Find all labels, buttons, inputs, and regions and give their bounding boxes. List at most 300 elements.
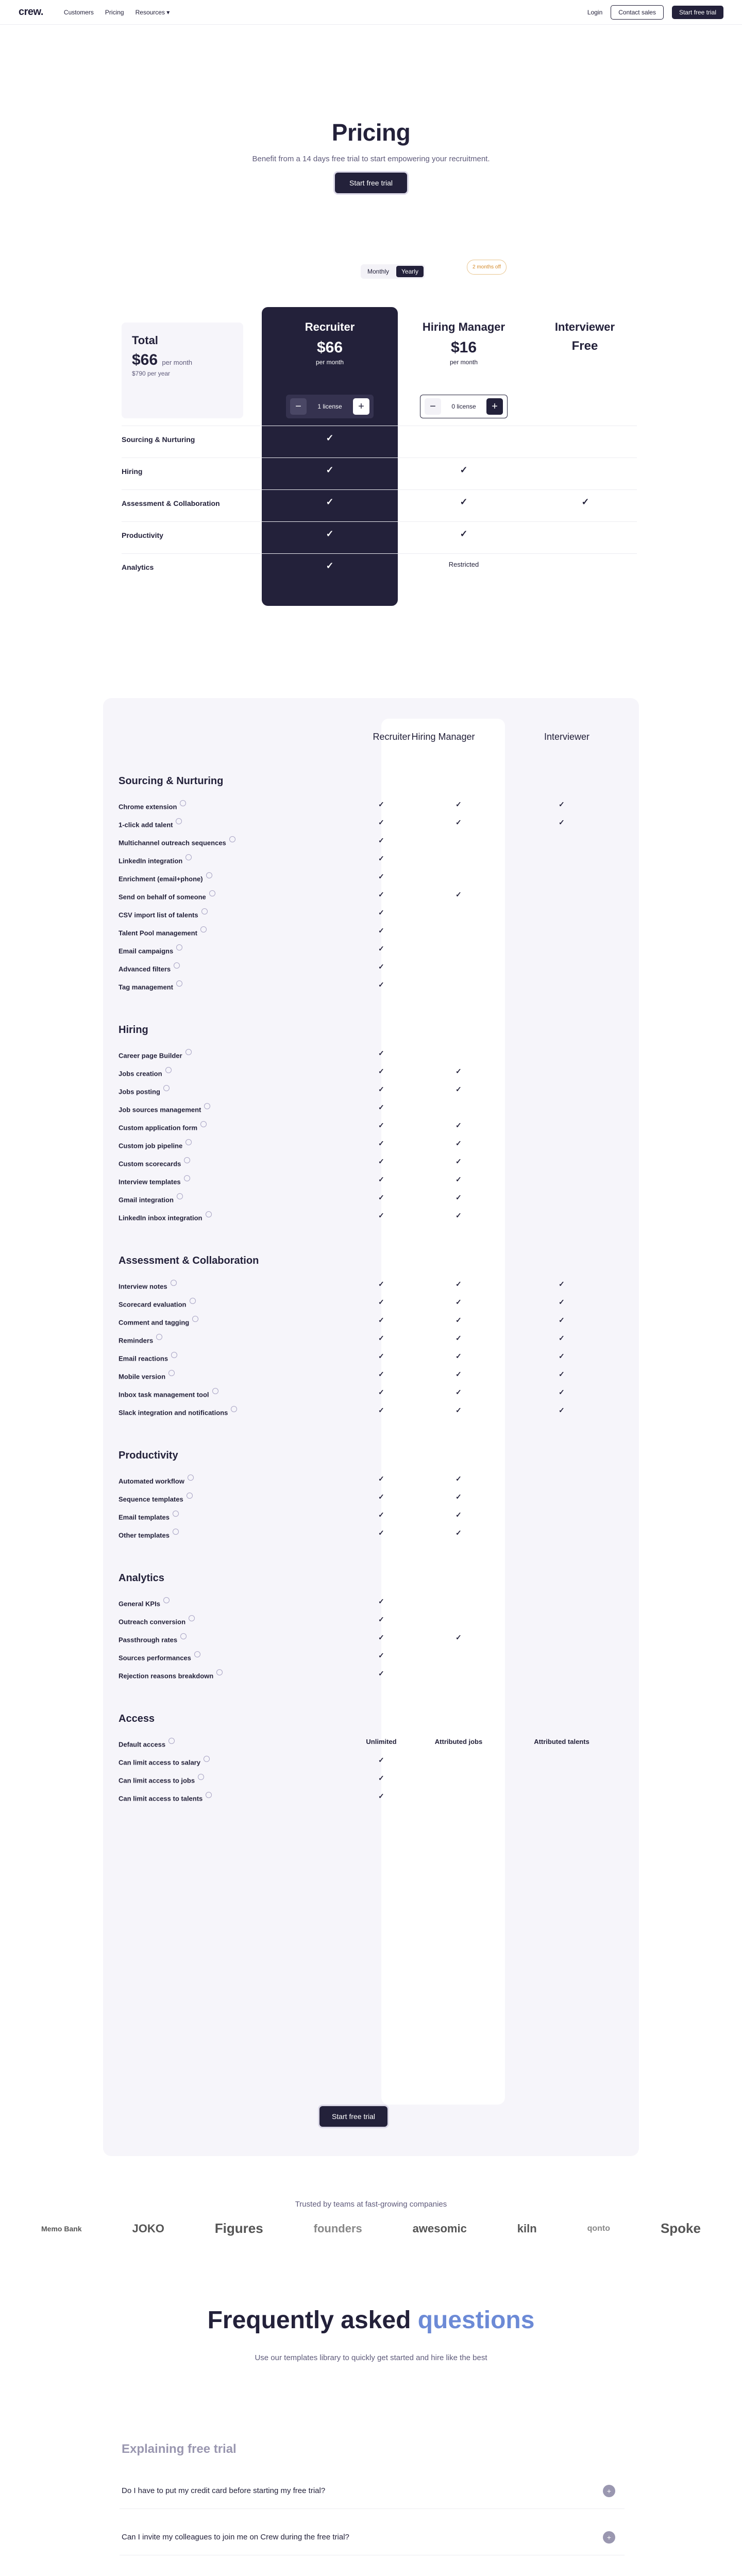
nav-actions <box>587 5 723 20</box>
check-icon: ✓ <box>559 800 565 808</box>
info-icon[interactable] <box>163 1597 170 1603</box>
billing-toggle <box>361 264 425 279</box>
total-yearly: $790 per year <box>132 370 171 377</box>
feature-name: Gmail integration <box>119 1196 174 1204</box>
check-icon: ✓ <box>456 1211 462 1219</box>
feature-row-label <box>119 1651 200 1662</box>
info-icon[interactable] <box>173 1529 179 1535</box>
check-icon: ✓ <box>378 1316 384 1324</box>
total-price-value: $66 <box>132 351 158 368</box>
plus-icon[interactable]: + <box>486 398 503 415</box>
feature-name: Interview templates <box>119 1178 181 1186</box>
check-icon: ✓ <box>559 818 565 826</box>
check-icon: ✓ <box>378 890 384 899</box>
feature-name: Jobs creation <box>119 1070 162 1078</box>
page-title: Pricing <box>331 119 411 146</box>
check-icon: ✓ <box>378 944 384 953</box>
feature-row-label <box>119 818 182 828</box>
summary-cell-r: ✓ <box>326 561 334 571</box>
feature-name: Can limit access to talents <box>119 1794 203 1803</box>
feature-name: Custom application form <box>119 1124 198 1132</box>
feature-row-label <box>119 1175 190 1185</box>
feature-name: Multichannel outreach sequences <box>119 839 226 847</box>
feature-row-label <box>119 854 192 865</box>
check-icon: ✓ <box>378 836 384 844</box>
info-icon[interactable] <box>176 944 182 951</box>
info-icon[interactable] <box>184 1157 190 1163</box>
logo-joko: JOKO <box>132 2222 164 2235</box>
check-icon: ✓ <box>378 872 384 880</box>
feature-name: Email reactions <box>119 1354 168 1363</box>
plus-icon[interactable]: + <box>603 2531 615 2544</box>
info-icon[interactable] <box>185 854 192 860</box>
info-icon[interactable] <box>200 926 207 933</box>
summary-row <box>122 489 637 516</box>
info-icon[interactable] <box>190 1298 196 1304</box>
info-icon[interactable] <box>184 1175 190 1181</box>
feature-row-label <box>119 1633 187 1643</box>
hiring-license-count: 0 license <box>451 403 476 410</box>
feature-row-label <box>119 1139 192 1149</box>
feature-name: Can limit access to jobs <box>119 1776 195 1785</box>
check-icon: ✓ <box>456 1085 462 1093</box>
info-icon[interactable] <box>194 1651 200 1657</box>
feature-name: CSV import list of talents <box>119 911 198 919</box>
faq-subtitle: Use our templates library to quickly get started and hire like the best <box>255 2353 487 2362</box>
faq-question-text: Do I have to put my credit card before starting my free trial? <box>122 2486 326 2495</box>
info-icon[interactable] <box>177 1193 183 1199</box>
info-icon[interactable] <box>188 1475 194 1481</box>
feature-name: Reminders <box>119 1336 154 1345</box>
hiring-per: per month <box>449 359 478 366</box>
section-title: Assessment & Collaboration <box>119 1255 259 1266</box>
feature-name: LinkedIn inbox integration <box>119 1214 203 1222</box>
summary-cell-h: ✓ <box>460 529 468 539</box>
info-icon[interactable] <box>171 1352 177 1358</box>
info-icon[interactable] <box>185 1049 192 1055</box>
logo-qonto: qonto <box>587 2224 611 2233</box>
section-title: Analytics <box>119 1572 164 1584</box>
feature-row-label <box>119 1406 237 1416</box>
logo-spoke: Spoke <box>660 2221 701 2236</box>
check-icon: ✓ <box>559 1280 565 1288</box>
feature-row-label <box>119 908 208 919</box>
check-icon: ✓ <box>559 1370 565 1378</box>
section-title: Hiring <box>119 1024 148 1036</box>
check-icon: ✓ <box>378 1139 384 1147</box>
logo-memobank: Memo Bank <box>41 2224 82 2233</box>
contact-sales-button[interactable]: Contact sales <box>611 5 664 20</box>
faq-question[interactable] <box>120 2519 625 2555</box>
plus-icon[interactable]: + <box>603 2485 615 2497</box>
feature-row-label <box>119 1493 193 1503</box>
section-title: Sourcing & Nurturing <box>119 775 224 787</box>
feature-row-label <box>119 1211 212 1222</box>
check-icon: ✓ <box>378 1529 384 1537</box>
feature-name: Chrome extension <box>119 803 177 811</box>
feature-row-label <box>119 1756 210 1766</box>
check-icon: ✓ <box>378 818 384 826</box>
interviewer-header <box>533 320 636 353</box>
check-icon: ✓ <box>456 800 462 808</box>
info-icon[interactable] <box>200 1121 207 1127</box>
feature-cell-text: Attributed talents <box>534 1738 589 1745</box>
info-icon[interactable] <box>201 908 208 914</box>
check-icon: ✓ <box>378 908 384 917</box>
feature-name: Outreach conversion <box>119 1618 186 1626</box>
feature-row-label <box>119 1085 170 1095</box>
info-icon[interactable] <box>206 1792 212 1798</box>
section-title: Productivity <box>119 1450 178 1461</box>
check-icon: ✓ <box>378 1175 384 1183</box>
logo-figures: Figures <box>214 2221 263 2236</box>
feature-row-label <box>119 1615 195 1625</box>
check-icon: ✓ <box>559 1298 565 1306</box>
hero-subtitle: Benefit from a 14 days free trial to start empowering your recruitment. <box>252 155 490 163</box>
minus-icon[interactable]: − <box>290 398 307 415</box>
feature-name: Rejection reasons breakdown <box>119 1672 214 1680</box>
feature-name: Enrichment (email+phone) <box>119 875 203 883</box>
yearly-option[interactable]: Yearly <box>396 266 424 277</box>
check-icon: ✓ <box>456 1511 462 1519</box>
check-icon: ✓ <box>378 1193 384 1201</box>
feature-row-label <box>119 1157 190 1167</box>
faq-question-text: Can I invite my colleagues to join me on Crew during the free trial? <box>122 2533 349 2541</box>
nav-links <box>64 9 170 16</box>
info-icon[interactable] <box>174 962 180 969</box>
check-icon: ✓ <box>378 1597 384 1605</box>
check-icon: ✓ <box>456 1406 462 1414</box>
feature-name: LinkedIn integration <box>119 857 183 865</box>
summary-row <box>122 553 637 580</box>
feature-row-label <box>119 962 180 973</box>
feature-name: Tag management <box>119 983 173 991</box>
check-icon: ✓ <box>559 1388 565 1396</box>
feature-row-label <box>119 1511 179 1521</box>
info-icon[interactable] <box>165 1067 172 1073</box>
feature-name: Automated workflow <box>119 1477 184 1485</box>
faq-title-main: Frequently asked <box>207 2307 411 2334</box>
feature-row-label <box>119 1475 194 1485</box>
feature-row-label <box>119 1669 223 1680</box>
section-title: Access <box>119 1713 155 1724</box>
feature-name: Email templates <box>119 1513 170 1521</box>
check-icon: ✓ <box>378 1406 384 1414</box>
recruiter-per: per month <box>315 359 344 366</box>
summary-cell-r: ✓ <box>326 433 334 443</box>
check-icon: ✓ <box>378 1756 384 1764</box>
summary-cell-r: ✓ <box>326 529 334 539</box>
info-icon[interactable] <box>198 1774 204 1780</box>
check-icon: ✓ <box>378 1792 384 1800</box>
check-icon: ✓ <box>559 1316 565 1324</box>
login-link[interactable]: Login <box>587 8 603 16</box>
feature-row-label <box>119 1352 177 1362</box>
feature-row-label <box>119 1370 175 1380</box>
recruiter-license-stepper <box>286 395 374 418</box>
check-icon: ✓ <box>378 1615 384 1623</box>
summary-row-label: Hiring <box>122 467 143 476</box>
nav-link-pricing[interactable]: Pricing <box>105 8 124 16</box>
info-icon[interactable] <box>180 1633 187 1639</box>
info-icon[interactable] <box>206 1211 212 1217</box>
minus-icon[interactable]: − <box>425 398 441 415</box>
check-icon: ✓ <box>378 1388 384 1396</box>
recruiter-price: $66 <box>316 339 343 356</box>
check-icon: ✓ <box>378 1121 384 1129</box>
feature-name: Inbox task management tool <box>119 1391 209 1399</box>
hiring-header <box>412 320 515 366</box>
check-icon: ✓ <box>378 1298 384 1306</box>
faq-question[interactable] <box>120 2566 625 2576</box>
feature-row-label <box>119 980 182 991</box>
feature-name: Sequence templates <box>119 1495 183 1503</box>
hero <box>0 118 742 193</box>
check-icon: ✓ <box>456 1298 462 1306</box>
feature-comparison <box>103 698 639 2156</box>
feature-name: 1-click add talent <box>119 821 173 829</box>
summary-row-label: Analytics <box>122 563 154 571</box>
info-icon[interactable] <box>171 1280 177 1286</box>
feature-row-label <box>119 1103 210 1113</box>
summary-cell-r: ✓ <box>326 465 334 475</box>
feature-name: Scorecard evaluation <box>119 1300 187 1309</box>
check-icon: ✓ <box>456 890 462 899</box>
feature-name: General KPIs <box>119 1600 160 1608</box>
check-icon: ✓ <box>456 1280 462 1288</box>
info-icon[interactable] <box>187 1493 193 1499</box>
total-label: Total <box>132 334 158 347</box>
info-icon[interactable] <box>204 1103 210 1109</box>
interviewer-price: Free <box>571 339 598 353</box>
info-icon[interactable] <box>176 980 182 987</box>
interviewer-name: Interviewer <box>554 320 615 333</box>
summary-cell-h: ✓ <box>460 465 468 475</box>
feature-row-label <box>119 1792 212 1802</box>
nav-link-customers[interactable]: Customers <box>63 8 94 16</box>
feature-row-label <box>119 1316 198 1326</box>
check-icon: ✓ <box>378 1103 384 1111</box>
recruiter-header <box>278 320 381 366</box>
check-icon: ✓ <box>378 1651 384 1659</box>
check-icon: ✓ <box>456 1475 462 1483</box>
check-icon: ✓ <box>456 1352 462 1360</box>
hiring-license-stepper <box>420 395 508 418</box>
check-icon: ✓ <box>378 962 384 971</box>
logo-founders: founders <box>313 2222 362 2235</box>
info-icon[interactable] <box>168 1738 175 1744</box>
feature-row-label <box>119 1298 196 1308</box>
start-trial-button[interactable]: Start free trial <box>672 6 723 19</box>
logo-awesomic: awesomic <box>412 2222 467 2235</box>
check-icon: ✓ <box>456 1633 462 1641</box>
check-icon: ✓ <box>559 1334 565 1342</box>
monthly-option[interactable]: Monthly <box>367 268 390 275</box>
summary-row <box>122 521 637 548</box>
feature-name: Email campaigns <box>119 947 174 955</box>
check-icon: ✓ <box>456 1388 462 1396</box>
feature-name: Custom scorecards <box>119 1160 181 1168</box>
info-icon[interactable] <box>206 872 212 878</box>
hiring-name: Hiring Manager <box>422 320 505 333</box>
summary-row-label: Assessment & Collaboration <box>122 499 220 507</box>
logo-kiln: kiln <box>517 2222 537 2235</box>
summary-cell-h: Restricted <box>448 561 479 568</box>
check-icon: ✓ <box>378 1774 384 1782</box>
trusted-title: Trusted by teams at fast-growing companies <box>295 2200 447 2209</box>
info-icon[interactable] <box>168 1370 175 1376</box>
feature-row-label <box>119 1193 183 1204</box>
feature-name: Custom job pipeline <box>119 1142 183 1150</box>
info-icon[interactable] <box>163 1085 170 1091</box>
hiring-manager-column <box>381 719 505 2105</box>
feature-name: Comment and tagging <box>119 1318 190 1327</box>
check-icon: ✓ <box>378 1067 384 1075</box>
hiring-price: $16 <box>450 339 477 356</box>
info-icon[interactable] <box>176 818 182 824</box>
feature-row-label <box>119 1067 172 1077</box>
feature-row-label <box>119 1774 204 1784</box>
feature-name: Mobile version <box>119 1372 166 1381</box>
info-icon[interactable] <box>231 1406 237 1412</box>
info-icon[interactable] <box>180 800 186 806</box>
check-icon: ✓ <box>559 1352 565 1360</box>
plans-section <box>0 307 742 606</box>
summary-row-label: Productivity <box>122 531 163 539</box>
feature-name: Passthrough rates <box>119 1636 178 1644</box>
feature-row-label <box>119 890 215 901</box>
plus-icon[interactable]: + <box>353 398 369 415</box>
info-icon[interactable] <box>209 890 215 896</box>
promo-badge: 2 months off <box>467 260 507 275</box>
check-icon: ✓ <box>559 1406 565 1414</box>
top-nav <box>0 0 742 25</box>
check-icon: ✓ <box>378 1633 384 1641</box>
check-icon: ✓ <box>378 980 384 989</box>
feature-row-label <box>119 944 182 955</box>
feature-row-label <box>119 836 235 846</box>
check-icon: ✓ <box>456 1193 462 1201</box>
check-icon: ✓ <box>456 1157 462 1165</box>
summary-row <box>122 426 637 452</box>
summary-row <box>122 457 637 484</box>
check-icon: ✓ <box>456 1370 462 1378</box>
check-icon: ✓ <box>378 800 384 808</box>
check-icon: ✓ <box>378 1493 384 1501</box>
feature-row-label <box>119 1049 192 1059</box>
customer-logos <box>41 2221 701 2236</box>
hero-cta-button[interactable]: Start free trial <box>335 173 407 193</box>
info-icon[interactable] <box>212 1388 218 1394</box>
info-icon[interactable] <box>192 1316 198 1322</box>
check-icon: ✓ <box>378 1157 384 1165</box>
feature-name: Default access <box>119 1740 166 1749</box>
check-icon: ✓ <box>378 1085 384 1093</box>
info-icon[interactable] <box>216 1669 223 1675</box>
check-icon: ✓ <box>456 1139 462 1147</box>
check-icon: ✓ <box>456 1067 462 1075</box>
info-icon[interactable] <box>173 1511 179 1517</box>
recruiter-license-count: 1 license <box>317 403 342 410</box>
feature-name: Slack integration and notifications <box>119 1409 228 1417</box>
total-card <box>122 323 243 418</box>
info-icon[interactable] <box>204 1756 210 1762</box>
feature-row-label <box>119 926 207 937</box>
check-icon: ✓ <box>456 1316 462 1324</box>
summary-cell-r: ✓ <box>326 497 334 507</box>
summary-cell-h: ✓ <box>460 497 468 507</box>
check-icon: ✓ <box>378 1334 384 1342</box>
feature-row-label <box>119 1529 179 1539</box>
info-icon[interactable] <box>189 1615 195 1621</box>
summary-row-label: Sourcing & Nurturing <box>122 435 195 444</box>
check-icon: ✓ <box>378 1049 384 1057</box>
feature-name: Advanced filters <box>119 965 171 973</box>
feature-row-label <box>119 1597 170 1607</box>
logo[interactable]: crew. <box>19 6 43 18</box>
feature-row-label <box>119 1280 177 1290</box>
feature-row-label <box>119 1738 175 1748</box>
check-icon: ✓ <box>378 1370 384 1378</box>
feature-cell-text: Attributed jobs <box>434 1738 483 1745</box>
compare-header-hiring: Hiring Manager <box>411 732 475 742</box>
recruiter-name: Recruiter <box>305 320 355 333</box>
feature-name: Sources performances <box>119 1654 191 1662</box>
check-icon: ✓ <box>456 1121 462 1129</box>
compare-header-recruiter: Recruiter <box>373 732 411 742</box>
check-icon: ✓ <box>456 1493 462 1501</box>
feature-cell-text: Unlimited <box>366 1738 397 1745</box>
compare-cta-button[interactable]: Start free trial <box>319 2106 387 2127</box>
check-icon: ✓ <box>378 1280 384 1288</box>
check-icon: ✓ <box>378 854 384 862</box>
feature-name: Send on behalf of someone <box>119 893 206 901</box>
feature-row-label <box>119 1388 218 1398</box>
check-icon: ✓ <box>456 1175 462 1183</box>
total-price <box>132 351 233 369</box>
nav-link-resources[interactable]: Resources ▾ <box>135 8 170 16</box>
feature-name: Job sources management <box>119 1106 201 1114</box>
feature-name: Other templates <box>119 1531 170 1539</box>
check-icon: ✓ <box>456 1334 462 1342</box>
faq-question[interactable] <box>120 2473 625 2509</box>
faq-title-accent: questions <box>417 2307 535 2334</box>
feature-name: Interview notes <box>119 1282 167 1291</box>
check-icon: ✓ <box>378 926 384 935</box>
check-icon: ✓ <box>456 818 462 826</box>
feature-row-label <box>119 1334 162 1344</box>
feature-name: Career page Builder <box>119 1052 182 1060</box>
info-icon[interactable] <box>229 836 235 842</box>
check-icon: ✓ <box>378 1352 384 1360</box>
feature-row-label <box>119 800 186 810</box>
compare-header-interviewer: Interviewer <box>544 732 590 742</box>
feature-name: Talent Pool management <box>119 929 197 937</box>
summary-cell-i: ✓ <box>581 497 589 507</box>
info-icon[interactable] <box>185 1139 192 1145</box>
feature-row-label <box>119 872 212 883</box>
feature-row-label <box>119 1121 207 1131</box>
faq-group-title: Explaining free trial <box>122 2442 237 2456</box>
check-icon: ✓ <box>378 1669 384 1677</box>
check-icon: ✓ <box>456 1529 462 1537</box>
faq-title <box>0 2306 742 2334</box>
feature-name: Can limit access to salary <box>119 1758 200 1767</box>
info-icon[interactable] <box>156 1334 162 1340</box>
check-icon: ✓ <box>378 1211 384 1219</box>
check-icon: ✓ <box>378 1511 384 1519</box>
feature-name: Jobs posting <box>119 1088 160 1096</box>
